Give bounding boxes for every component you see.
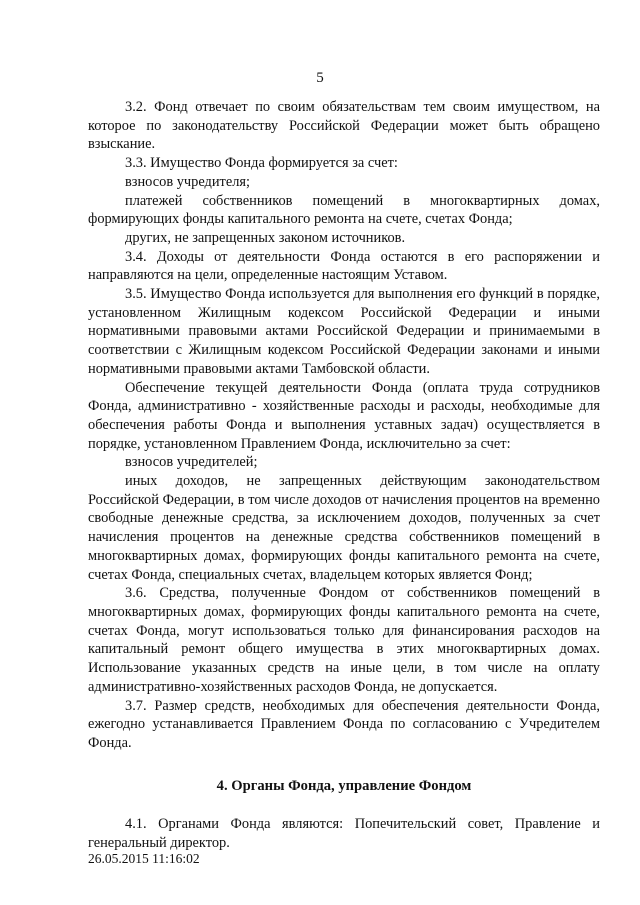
page-number: 5 [316, 70, 324, 86]
paragraph-3-7: 3.7. Размер средств, необходимых для обеспечения деятельности Фонда, ежегодно устанавливается Правлением Фонда по согласованию с Учредителем Фонда. [88, 697, 600, 751]
list-item-founders-contributions: взносов учредителей; [125, 454, 258, 471]
list-item-other-income: иных доходов, не запрещенных действующим законодательством Российской Федерации, в том числе доходов от начисления процентов на временно свободные денежные средства, за исключением доходов, полученных за счет начисления процентов на денежные средства собственников помещений в многоквартирных домах, формирующих фонды капитального ремонта на счете, счетах Фонда, специальных счетах, владельцем которых является Фонд; [88, 473, 600, 583]
paragraph-current-activity: Обеспечение текущей деятельности Фонда (оплата труда сотрудников Фонда, административно - хозяйственные расходы и расходы, необходимые для обеспечения работы Фонда и выполнения уставных задач) осуществляется в порядке, установленном Правлением Фонда, исключительно за счет: [88, 379, 600, 452]
paragraph-4-1: 4.1. Органами Фонда являются: Попечительский совет, Правление и генеральный директор. [88, 816, 600, 852]
section-heading: 4. Органы Фонда, управление Фондом [216, 777, 472, 794]
list-item-other-sources: других, не запрещенных законом источников. [125, 229, 406, 246]
paragraph-3-6: 3.6. Средства, полученные Фондом от собственников помещений в многоквартирных домах, формирующих фонды капитального ремонта на счете, счетах Фонда, могут использоваться только для финансирования расходов на капитальный ремонт общего имущества в этих многоквартирных домах. Использование указанных средств на иные цели, в том числе на оплату административно-хозяйственных расходов Фонда, не допускается. [88, 585, 600, 695]
paragraph-3-4: 3.4. Доходы от деятельности Фонда остаются в его распоряжении и направляются на цели, определенные настоящим Уставом. [88, 248, 600, 284]
paragraph-3-5: 3.5. Имущество Фонда используется для выполнения его функций в порядке, установленном Жилищным кодексом Российской Федерации и иными нормативными правовыми актами Российской Федерации и принимаемыми в соответствии с Жилищным кодексом Российской Федерации законами и иными нормативными правовыми актами Тамбовской области. [88, 286, 600, 377]
document-body [88, 98, 600, 853]
paragraph-3-2: 3.2. Фонд отвечает по своим обязательствам тем своим имуществом, на которое по законодательству Российской Федерации может быть обращено взыскание. [88, 99, 600, 153]
paragraph-3-3: 3.3. Имущество Фонда формируется за счет: [125, 155, 398, 172]
list-item-founder-contributions: взносов учредителя; [125, 173, 251, 190]
list-item-owner-payments: платежей собственников помещений в многоквартирных домах, формирующих фонды капитального ремонта на счете, счетах Фонда; [88, 192, 600, 228]
footer-timestamp: 26.05.2015 11:16:02 [88, 851, 200, 866]
